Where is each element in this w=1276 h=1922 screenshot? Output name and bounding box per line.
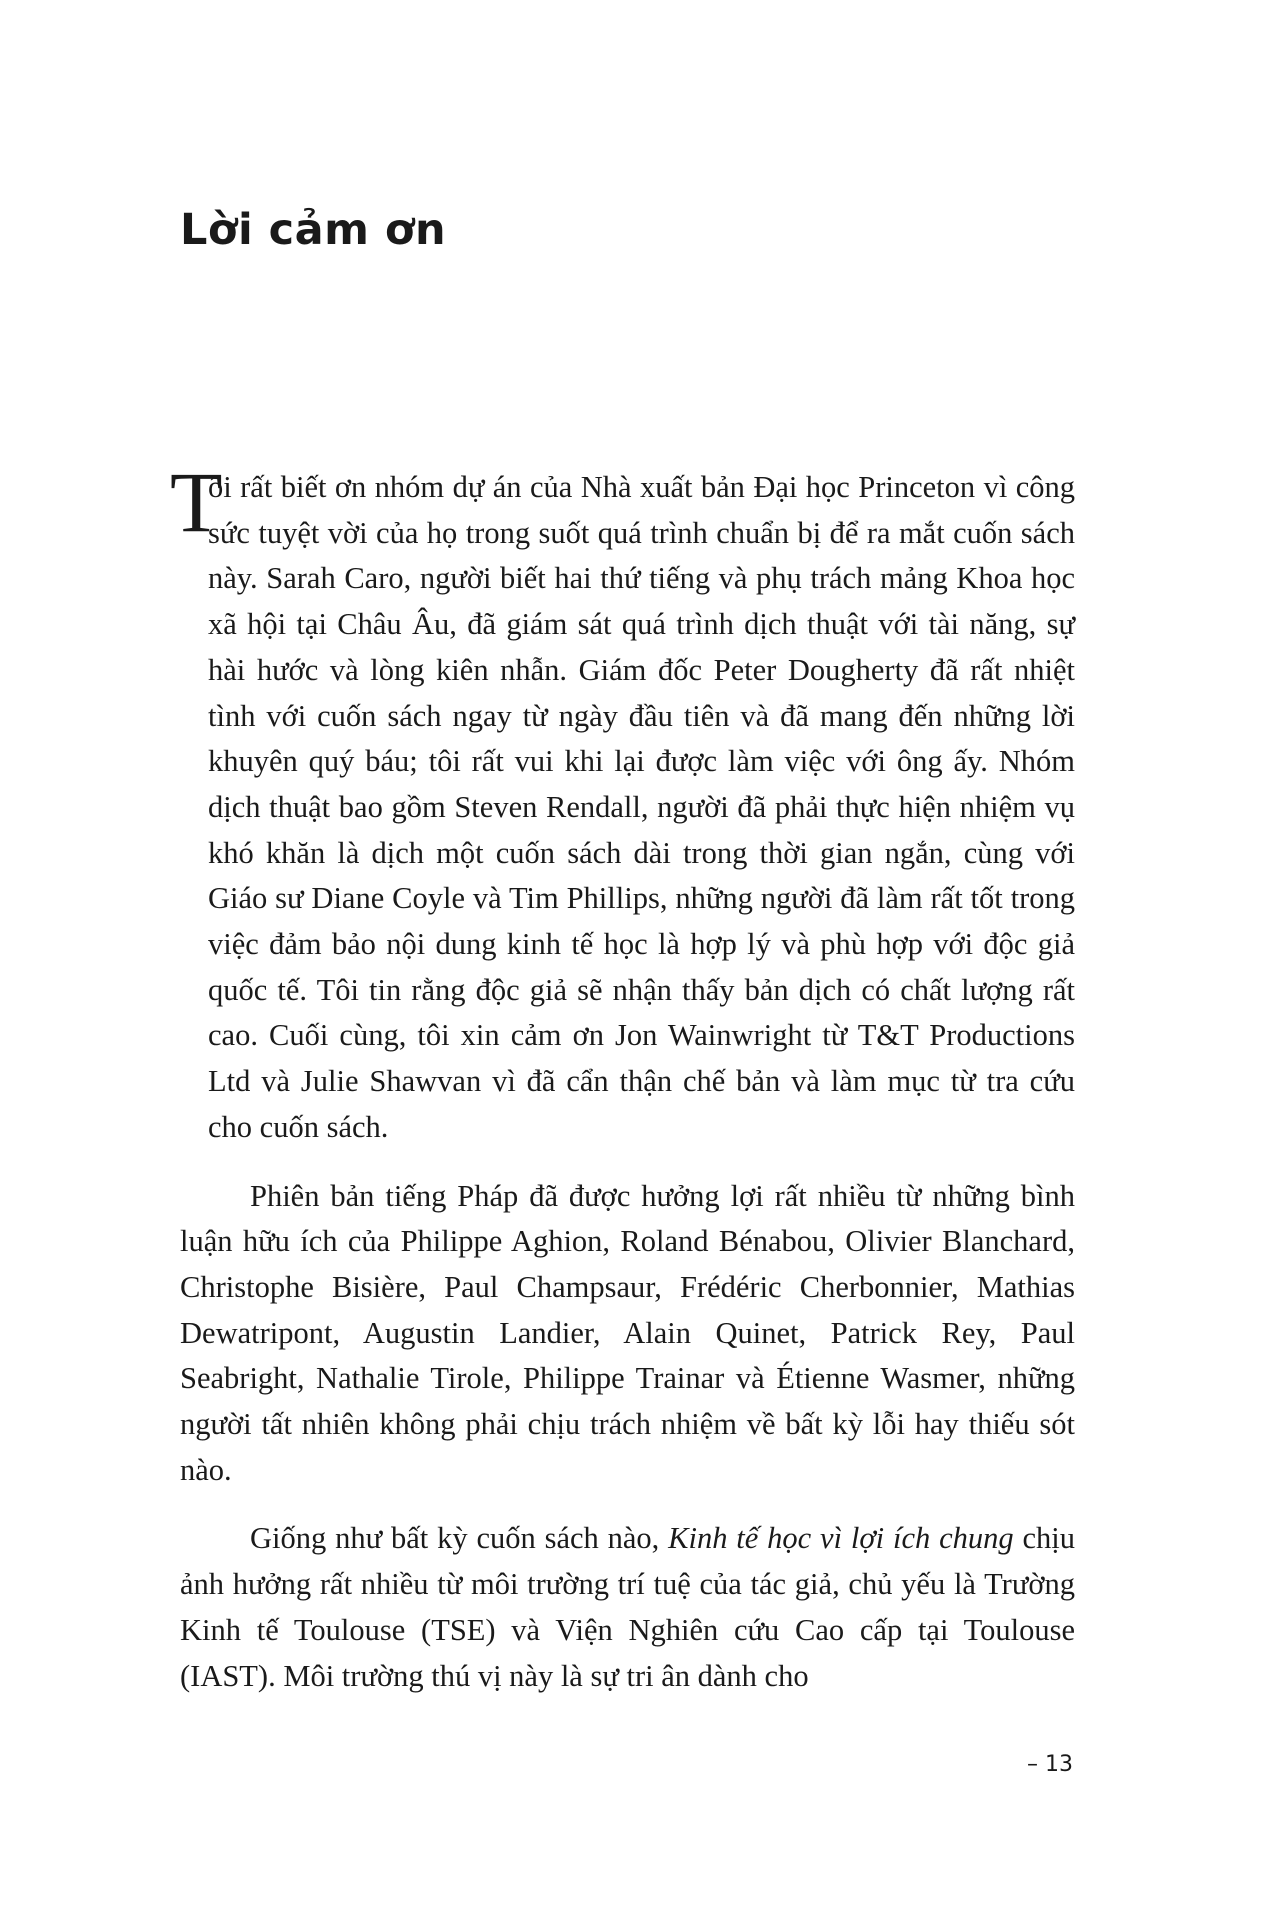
paragraph-1 [170, 454, 1075, 1151]
paragraph-3-end: chịu ảnh hưởng rất nhiều từ môi trường trí tuệ của tác giả, chủ yếu là Trường Kinh tế Toulouse (TSE) và Viện Nghiên cứu Cao cấp tại Toulouse (IAST). Môi trường thú vị này là sự tri ân dành cho [180, 1521, 1076, 1693]
paragraph-3-start: Giống như bất kỳ cuốn sách nào, [250, 1521, 669, 1556]
paragraph-1-rest: ra mắt cuốn sách này. Sarah Caro, người biết hai thứ tiếng và phụ trách mảng Khoa học xã hội tại Châu Âu, đã giám sát quá trình dịch thuật với tài năng, sự hài hước và lòng kiên nhẫn. Giám đốc Peter Dougherty đã rất nhiệt tình với cuốn sách ngay từ ngày đầu tiên và đã mang đến những lời khuyên quý báu; tôi rất vui khi lại được làm việc với ông ấy. Nhóm dịch thuật bao gồm Steven Rendall, người đã phải thực hiện nhiệm vụ khó khăn là dịch một cuốn sách dài trong thời gian ngắn, cùng với Giáo sư Diane Coyle và Tim Phillips, những người đã làm rất tốt trong việc đảm bảo nội dung kinh tế học là hợp lý và phù hợp với độc giả quốc tế. Tôi tin rằng độc giả sẽ nhận thấy bản dịch có chất lượng rất cao. Cuối cùng, tôi xin cảm ơn Jon Wainwright từ T&T Productions Ltd và Julie Shawvan vì đã cẩn thận chế bản và làm mục từ tra cứu cho cuốn sách. [208, 515, 1075, 1144]
chapter-title: Lời cảm ơn [180, 205, 447, 255]
book-title-italic: Kinh tế học vì lợi ích chung [668, 1521, 1014, 1556]
drop-cap-letter: T [170, 454, 223, 550]
body-text [170, 454, 1076, 1699]
paragraph-1-opening: ôi rất biết ơn nhóm dự án của Nhà xuất bản Đại học Princeton vì công sức tuyệt vời của họ trong suốt quá trình chuẩn bị để [208, 470, 1075, 550]
paragraph-2: Phiên bản tiếng Pháp đã được hưởng lợi rất nhiều từ những bình luận hữu ích của Philippe Aghion, Roland Bénabou, Olivier Blanchard, Christophe Bisière, Paul Champsaur, Frédéric Cherbonnier, Mathias Dewatripont, Augustin Landier, Alain Quinet, Patrick Rey, Paul Seabright, Nathalie Tirole, Philippe Trainar và Étienne Wasmer, những người tất nhiên không phải chịu trách nhiệm về bất kỳ lỗi hay thiếu sót nào. [180, 1178, 1075, 1487]
paragraph-3 [180, 1516, 1075, 1699]
page-number: – 13 [1027, 1752, 1073, 1777]
